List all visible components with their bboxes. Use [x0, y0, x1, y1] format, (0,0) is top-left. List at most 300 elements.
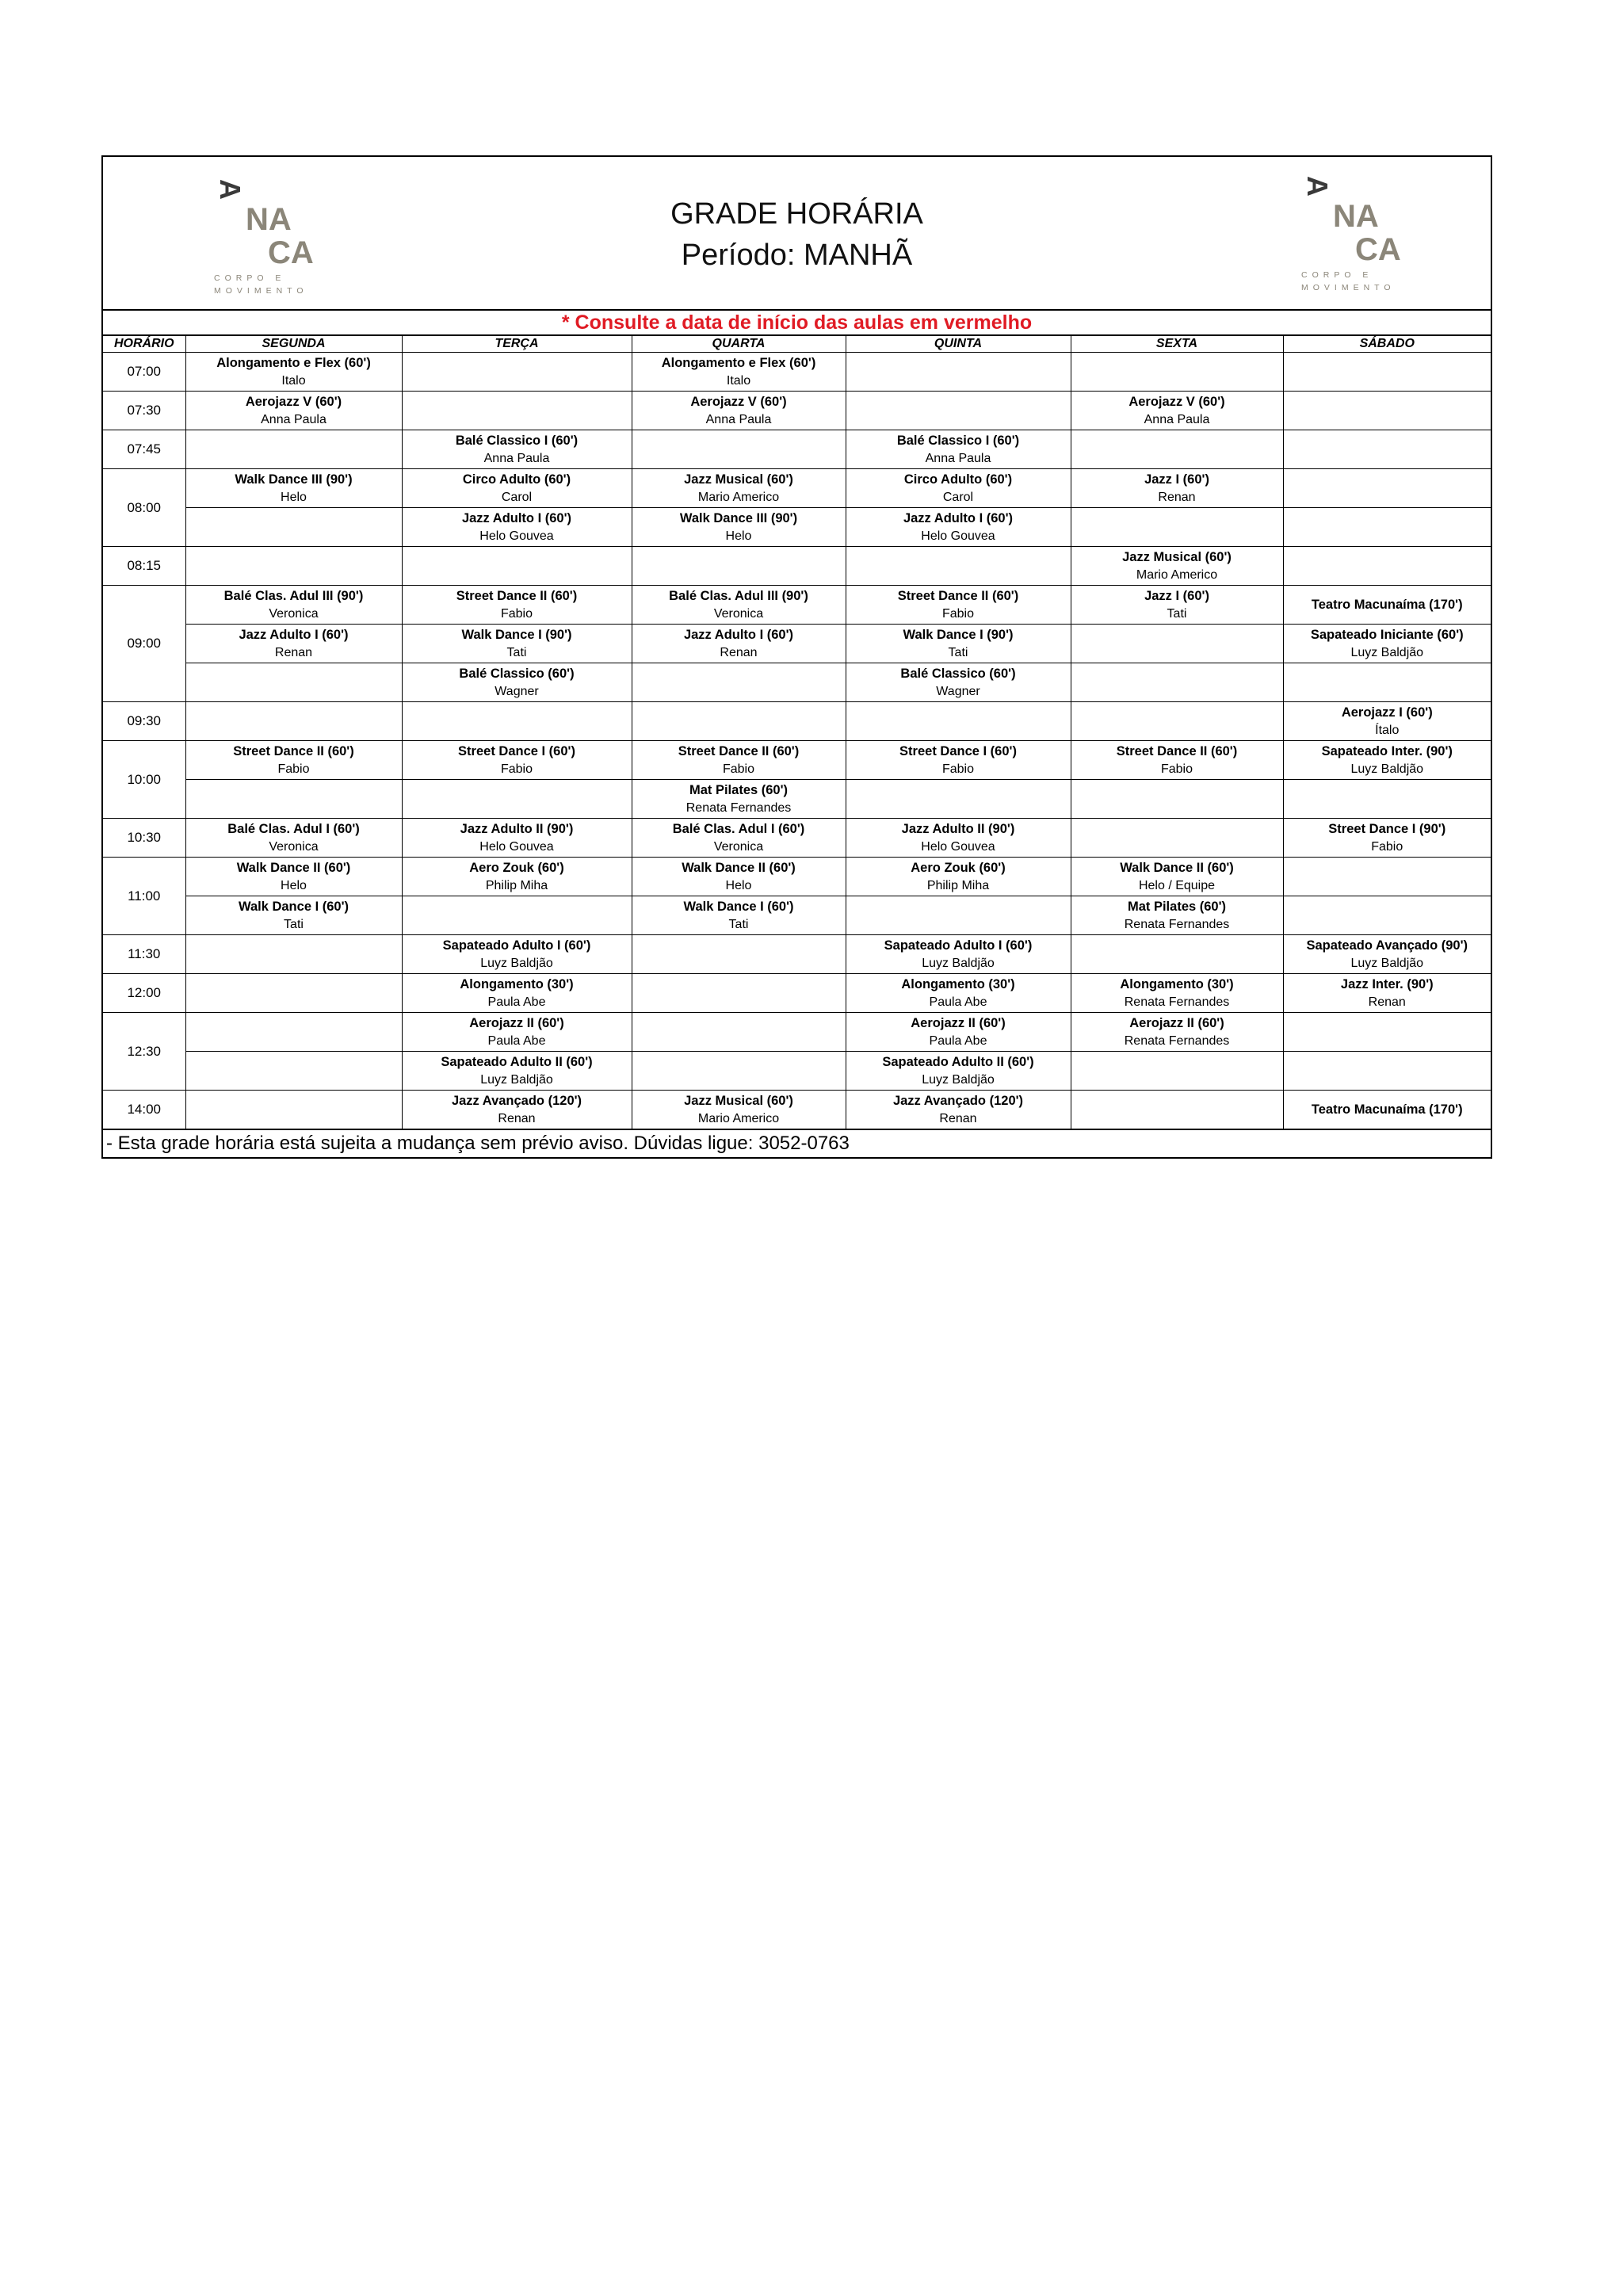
- class-cell: [1283, 741, 1491, 780]
- class-cell: [846, 1052, 1071, 1091]
- teacher-name: Helo Gouvea: [921, 529, 995, 543]
- class-name: Street Dance II (60'): [233, 744, 354, 758]
- class-name: Jazz Adulto I (60'): [239, 628, 349, 642]
- class-name: Aerojazz V (60'): [245, 395, 342, 409]
- class-cell: [632, 586, 846, 625]
- column-header-day: SEXTA: [1071, 336, 1283, 353]
- teacher-name: Paula Abe: [487, 995, 546, 1009]
- table-row: [103, 508, 1491, 547]
- class-name: Street Dance II (60'): [456, 589, 578, 603]
- class-cell: [1071, 819, 1283, 858]
- teacher-name: Helo: [725, 879, 752, 892]
- teacher-name: Helo Gouvea: [479, 529, 554, 543]
- class-cell: [1283, 1091, 1491, 1129]
- class-cell: [402, 741, 632, 780]
- schedule-sheet: [101, 155, 1492, 1159]
- class-name: Jazz Adulto I (60'): [903, 511, 1014, 525]
- table-row: [103, 547, 1491, 586]
- column-header-day: SEGUNDA: [185, 336, 402, 353]
- class-cell: [632, 935, 846, 974]
- teacher-name: Tati: [1167, 607, 1187, 621]
- class-cell: [846, 819, 1071, 858]
- class-cell: [632, 1091, 846, 1129]
- class-cell: [1071, 625, 1283, 663]
- class-cell: [632, 858, 846, 896]
- class-name: Sapateado Adulto II (60'): [441, 1055, 593, 1069]
- logo-tagline-1: CORPO E: [1301, 270, 1373, 280]
- class-name: Jazz Musical (60'): [684, 472, 793, 487]
- time-slot: 10:00: [103, 741, 185, 819]
- teacher-name: Fabio: [500, 607, 533, 621]
- class-name: Aerojazz I (60'): [1341, 705, 1433, 720]
- class-name: Alongamento (30'): [460, 977, 574, 991]
- class-cell: [632, 974, 846, 1013]
- class-name: Walk Dance III (90'): [679, 511, 798, 525]
- class-cell: [1283, 1052, 1491, 1091]
- class-cell: [402, 430, 632, 469]
- table-row: [103, 1091, 1491, 1129]
- class-cell: [1283, 780, 1491, 819]
- class-name: Street Dance II (60'): [897, 589, 1019, 603]
- teacher-name: Tati: [728, 918, 749, 931]
- class-name: Walk Dance I (60'): [683, 900, 794, 914]
- class-name: Jazz Musical (60'): [684, 1094, 793, 1108]
- class-cell: [632, 819, 846, 858]
- class-name: Balé Classico (60'): [459, 667, 575, 681]
- class-cell: [185, 858, 402, 896]
- teacher-name: Wagner: [495, 685, 539, 698]
- class-name: Alongamento (30'): [1120, 977, 1234, 991]
- teacher-name: Mario Americo: [1136, 568, 1218, 582]
- teacher-name: Paula Abe: [487, 1034, 546, 1048]
- class-name: Alongamento e Flex (60'): [216, 356, 371, 370]
- class-name: Alongamento e Flex (60'): [661, 356, 816, 370]
- teacher-name: Carol: [942, 491, 974, 504]
- class-name: Jazz Avançado (120'): [892, 1094, 1024, 1108]
- teacher-name: Fabio: [1371, 840, 1403, 854]
- table-row: [103, 430, 1491, 469]
- class-cell: [846, 1013, 1071, 1052]
- class-cell: [185, 625, 402, 663]
- class-cell: [632, 547, 846, 586]
- time-slot: 08:00: [103, 469, 185, 547]
- class-cell: [846, 702, 1071, 741]
- class-name: Balé Classico (60'): [900, 667, 1016, 681]
- class-name: Circo Adulto (60'): [903, 472, 1013, 487]
- teacher-name: Helo: [281, 879, 307, 892]
- column-header-day: QUARTA: [632, 336, 846, 353]
- teacher-name: Renata Fernandes: [1124, 995, 1230, 1009]
- table-row: [103, 625, 1491, 663]
- class-cell: [185, 780, 402, 819]
- class-cell: [1071, 702, 1283, 741]
- class-name: Street Dance I (90'): [1328, 822, 1446, 836]
- logo-letter-a-top: A: [1301, 176, 1334, 197]
- class-cell: [185, 974, 402, 1013]
- teacher-name: Helo / Equipe: [1138, 879, 1216, 892]
- class-cell: [1071, 858, 1283, 896]
- class-cell: [632, 702, 846, 741]
- class-cell: [632, 625, 846, 663]
- class-cell: [1283, 819, 1491, 858]
- time-slot: 07:30: [103, 392, 185, 430]
- table-row: [103, 663, 1491, 702]
- teacher-name: Italo: [726, 374, 751, 388]
- class-name: Balé Clas. Adul I (60'): [672, 822, 805, 836]
- class-name: Balé Clas. Adul III (90'): [669, 589, 808, 603]
- class-cell: [846, 1091, 1071, 1129]
- class-cell: [632, 353, 846, 392]
- anaca-logo-right: [1301, 171, 1420, 298]
- class-name: Jazz Adulto II (90'): [460, 822, 574, 836]
- class-cell: [402, 780, 632, 819]
- teacher-name: Renan: [939, 1112, 977, 1125]
- time-slot: 12:00: [103, 974, 185, 1013]
- class-cell: [1283, 702, 1491, 741]
- class-name: Circo Adulto (60'): [462, 472, 571, 487]
- class-name: Jazz I (60'): [1144, 472, 1209, 487]
- class-cell: [1071, 935, 1283, 974]
- class-cell: [185, 741, 402, 780]
- class-cell: [402, 469, 632, 508]
- class-name: Aerojazz II (60'): [469, 1016, 564, 1030]
- logo-tagline-2: MOVIMENTO: [214, 286, 308, 296]
- class-cell: [185, 508, 402, 547]
- class-cell: [632, 896, 846, 935]
- time-slot: 12:30: [103, 1013, 185, 1091]
- class-cell: [402, 353, 632, 392]
- class-cell: [632, 430, 846, 469]
- teacher-name: Anna Paula: [925, 452, 991, 465]
- class-cell: [632, 780, 846, 819]
- class-cell: [402, 586, 632, 625]
- class-cell: [402, 625, 632, 663]
- class-cell: [1071, 1013, 1283, 1052]
- class-cell: [185, 819, 402, 858]
- class-name: Sapateado Avançado (90'): [1306, 938, 1468, 953]
- teacher-name: Carol: [501, 491, 533, 504]
- teacher-name: Luyz Baldjão: [480, 1073, 553, 1087]
- teacher-name: Mario Americo: [697, 1112, 780, 1125]
- teacher-name: Renata Fernandes: [1124, 918, 1230, 931]
- teacher-name: Helo: [281, 491, 307, 504]
- teacher-name: Helo: [725, 529, 752, 543]
- class-cell: [1071, 353, 1283, 392]
- class-cell: [1283, 974, 1491, 1013]
- teacher-name: Fabio: [941, 607, 975, 621]
- class-name: Walk Dance III (90'): [235, 472, 353, 487]
- time-slot: 10:30: [103, 819, 185, 858]
- teacher-name: Anna Paula: [705, 413, 772, 426]
- logo-letters-ca: CA: [268, 235, 314, 269]
- class-cell: [1283, 935, 1491, 974]
- table-row: [103, 1052, 1491, 1091]
- teacher-name: Anna Paula: [483, 452, 550, 465]
- class-cell: [632, 469, 846, 508]
- class-cell: [185, 430, 402, 469]
- class-cell: [846, 508, 1071, 547]
- class-cell: [1071, 508, 1283, 547]
- class-cell: [402, 858, 632, 896]
- class-name: Alongamento (30'): [901, 977, 1015, 991]
- class-name: Walk Dance II (60'): [236, 861, 351, 875]
- class-cell: [185, 469, 402, 508]
- class-name: Jazz Adulto I (60'): [683, 628, 794, 642]
- class-cell: [185, 1013, 402, 1052]
- class-cell: [402, 1052, 632, 1091]
- class-cell: [1283, 392, 1491, 430]
- class-name: Balé Classico I (60'): [896, 434, 1020, 448]
- class-name: Balé Clas. Adul III (90'): [223, 589, 364, 603]
- class-cell: [185, 547, 402, 586]
- teacher-name: Renan: [274, 646, 313, 659]
- class-name: Walk Dance I (90'): [461, 628, 572, 642]
- teacher-name: Luyz Baldjão: [1350, 646, 1424, 659]
- class-cell: [846, 353, 1071, 392]
- class-cell: [402, 547, 632, 586]
- class-cell: [1283, 353, 1491, 392]
- time-slot: 09:30: [103, 702, 185, 741]
- class-name: Street Dance I (60'): [899, 744, 1017, 758]
- teacher-name: Tati: [284, 918, 304, 931]
- class-name: Street Dance II (60'): [1116, 744, 1238, 758]
- teacher-name: Veronica: [713, 840, 764, 854]
- table-row: [103, 780, 1491, 819]
- teacher-name: Renan: [498, 1112, 536, 1125]
- class-name: Aerojazz II (60'): [1129, 1016, 1224, 1030]
- table-row: [103, 353, 1491, 392]
- class-cell: [185, 1091, 402, 1129]
- time-slot: 07:45: [103, 430, 185, 469]
- class-cell: [846, 780, 1071, 819]
- class-name: Jazz Musical (60'): [1122, 550, 1232, 564]
- class-cell: [1071, 896, 1283, 935]
- class-cell: [1283, 625, 1491, 663]
- table-row: [103, 819, 1491, 858]
- time-slot: 08:15: [103, 547, 185, 586]
- title-block: [103, 193, 1491, 276]
- table-row: [103, 702, 1491, 741]
- table-row: [103, 586, 1491, 625]
- logo-tagline-2: MOVIMENTO: [1301, 283, 1396, 292]
- teacher-name: Italo: [281, 374, 306, 388]
- teacher-name: Tati: [948, 646, 968, 659]
- teacher-name: Fabio: [1160, 762, 1193, 776]
- class-cell: [1283, 547, 1491, 586]
- class-cell: [1283, 896, 1491, 935]
- class-name: Aerojazz V (60'): [690, 395, 787, 409]
- teacher-name: Fabio: [277, 762, 310, 776]
- class-cell: [1071, 780, 1283, 819]
- class-cell: [846, 430, 1071, 469]
- class-name: Walk Dance I (60'): [238, 900, 349, 914]
- table-row: [103, 935, 1491, 974]
- class-cell: [1071, 469, 1283, 508]
- teacher-name: Tati: [506, 646, 527, 659]
- class-cell: [846, 392, 1071, 430]
- class-cell: [846, 896, 1071, 935]
- class-cell: [632, 508, 846, 547]
- table-row: [103, 392, 1491, 430]
- class-name: Sapateado Iniciante (60'): [1310, 628, 1464, 642]
- time-slot: 07:00: [103, 353, 185, 392]
- class-cell: [1283, 663, 1491, 702]
- schedule-table: [103, 336, 1491, 1129]
- class-cell: [846, 935, 1071, 974]
- teacher-name: Ítalo: [1375, 724, 1400, 737]
- teacher-name: Fabio: [722, 762, 755, 776]
- anaca-logo-mark: [1301, 171, 1420, 266]
- teacher-name: Luyz Baldjão: [922, 1073, 995, 1087]
- class-name: Teatro Macunaíma (170'): [1311, 598, 1463, 612]
- teacher-name: Renan: [720, 646, 758, 659]
- table-row: [103, 974, 1491, 1013]
- teacher-name: Luyz Baldjão: [480, 957, 553, 970]
- class-cell: [846, 547, 1071, 586]
- column-header-day: TERÇA: [402, 336, 632, 353]
- class-name: Jazz Adulto I (60'): [461, 511, 572, 525]
- class-cell: [846, 625, 1071, 663]
- class-cell: [1071, 547, 1283, 586]
- time-slot: 11:30: [103, 935, 185, 974]
- class-cell: [1071, 392, 1283, 430]
- table-body: [103, 353, 1491, 1129]
- logo-letters-na: NA: [246, 202, 292, 237]
- class-cell: [846, 858, 1071, 896]
- class-name: Aerojazz II (60'): [911, 1016, 1006, 1030]
- table-row: [103, 469, 1491, 508]
- class-cell: [402, 1013, 632, 1052]
- class-cell: [632, 741, 846, 780]
- class-name: Balé Clas. Adul I (60'): [227, 822, 360, 836]
- class-cell: [846, 663, 1071, 702]
- start-date-notice: * Consulte a data de início das aulas em vermelho: [103, 311, 1491, 336]
- logo-letters-na: NA: [1333, 199, 1379, 234]
- teacher-name: Wagner: [936, 685, 980, 698]
- page-title: GRADE HORÁRIA: [670, 197, 923, 231]
- class-name: Aerojazz V (60'): [1128, 395, 1225, 409]
- logo-letters-ca: CA: [1355, 232, 1401, 266]
- class-cell: [402, 1091, 632, 1129]
- teacher-name: Renata Fernandes: [1124, 1034, 1230, 1048]
- sheet-header: [103, 157, 1491, 311]
- class-cell: [1283, 1013, 1491, 1052]
- class-cell: [1283, 858, 1491, 896]
- class-cell: [185, 896, 402, 935]
- teacher-name: Veronica: [269, 607, 319, 621]
- teacher-name: Luyz Baldjão: [1350, 957, 1424, 970]
- table-row: [103, 741, 1491, 780]
- class-name: Walk Dance II (60'): [682, 861, 796, 875]
- class-cell: [402, 896, 632, 935]
- class-cell: [632, 663, 846, 702]
- teacher-name: Fabio: [500, 762, 533, 776]
- column-header-day: SÁBADO: [1283, 336, 1491, 353]
- class-name: Sapateado Adulto I (60'): [884, 938, 1033, 953]
- class-cell: [185, 935, 402, 974]
- class-cell: [632, 392, 846, 430]
- class-name: Jazz I (60'): [1144, 589, 1209, 603]
- teacher-name: Fabio: [941, 762, 975, 776]
- logo-tagline-1: CORPO E: [214, 273, 286, 283]
- class-cell: [632, 1013, 846, 1052]
- class-cell: [1071, 974, 1283, 1013]
- class-cell: [402, 702, 632, 741]
- class-name: Teatro Macunaíma (170'): [1311, 1102, 1463, 1117]
- class-name: Walk Dance I (90'): [903, 628, 1014, 642]
- teacher-name: Veronica: [713, 607, 764, 621]
- class-cell: [1283, 430, 1491, 469]
- class-cell: [402, 663, 632, 702]
- class-cell: [1283, 469, 1491, 508]
- class-cell: [846, 741, 1071, 780]
- teacher-name: Philip Miha: [485, 879, 548, 892]
- class-name: Street Dance I (60'): [458, 744, 575, 758]
- class-name: Mat Pilates (60'): [1127, 900, 1227, 914]
- class-cell: [1071, 1091, 1283, 1129]
- class-name: Jazz Adulto II (90'): [901, 822, 1015, 836]
- class-cell: [1071, 663, 1283, 702]
- teacher-name: Renata Fernandes: [685, 801, 792, 815]
- page-subtitle: Período: MANHÃ: [681, 239, 913, 272]
- column-header-time: HORÁRIO: [103, 336, 185, 353]
- class-cell: [402, 508, 632, 547]
- time-slot: 11:00: [103, 858, 185, 935]
- class-name: Jazz Avançado (120'): [451, 1094, 582, 1108]
- class-cell: [185, 702, 402, 741]
- class-name: Balé Classico I (60'): [455, 434, 579, 448]
- class-cell: [632, 1052, 846, 1091]
- teacher-name: Luyz Baldjão: [1350, 762, 1424, 776]
- class-name: Sapateado Adulto II (60'): [882, 1055, 1034, 1069]
- class-name: Aero Zouk (60'): [469, 861, 564, 875]
- teacher-name: Mario Americo: [697, 491, 780, 504]
- class-name: Street Dance II (60'): [678, 744, 800, 758]
- class-cell: [185, 392, 402, 430]
- teacher-name: Paula Abe: [929, 995, 987, 1009]
- class-cell: [1071, 586, 1283, 625]
- class-cell: [185, 353, 402, 392]
- teacher-name: Anna Paula: [261, 413, 327, 426]
- table-header-row: [103, 336, 1491, 353]
- class-name: Walk Dance II (60'): [1120, 861, 1234, 875]
- teacher-name: Paula Abe: [929, 1034, 987, 1048]
- class-name: Jazz Inter. (90'): [1340, 977, 1434, 991]
- class-cell: [185, 586, 402, 625]
- time-slot: 14:00: [103, 1091, 185, 1129]
- class-cell: [402, 974, 632, 1013]
- table-row: [103, 1013, 1491, 1052]
- class-cell: [1283, 508, 1491, 547]
- class-cell: [402, 819, 632, 858]
- class-cell: [846, 469, 1071, 508]
- teacher-name: Helo Gouvea: [921, 840, 995, 854]
- class-cell: [402, 392, 632, 430]
- class-name: Sapateado Inter. (90'): [1321, 744, 1453, 758]
- class-cell: [185, 663, 402, 702]
- logo-letter-a-top: A: [214, 179, 246, 200]
- class-cell: [846, 974, 1071, 1013]
- class-cell: [846, 586, 1071, 625]
- column-header-day: QUINTA: [846, 336, 1071, 353]
- time-slot: 09:00: [103, 586, 185, 702]
- teacher-name: Luyz Baldjão: [922, 957, 995, 970]
- class-cell: [402, 935, 632, 974]
- class-name: Mat Pilates (60'): [689, 783, 789, 797]
- class-name: Sapateado Adulto I (60'): [442, 938, 591, 953]
- teacher-name: Helo Gouvea: [479, 840, 554, 854]
- teacher-name: Renan: [1368, 995, 1406, 1009]
